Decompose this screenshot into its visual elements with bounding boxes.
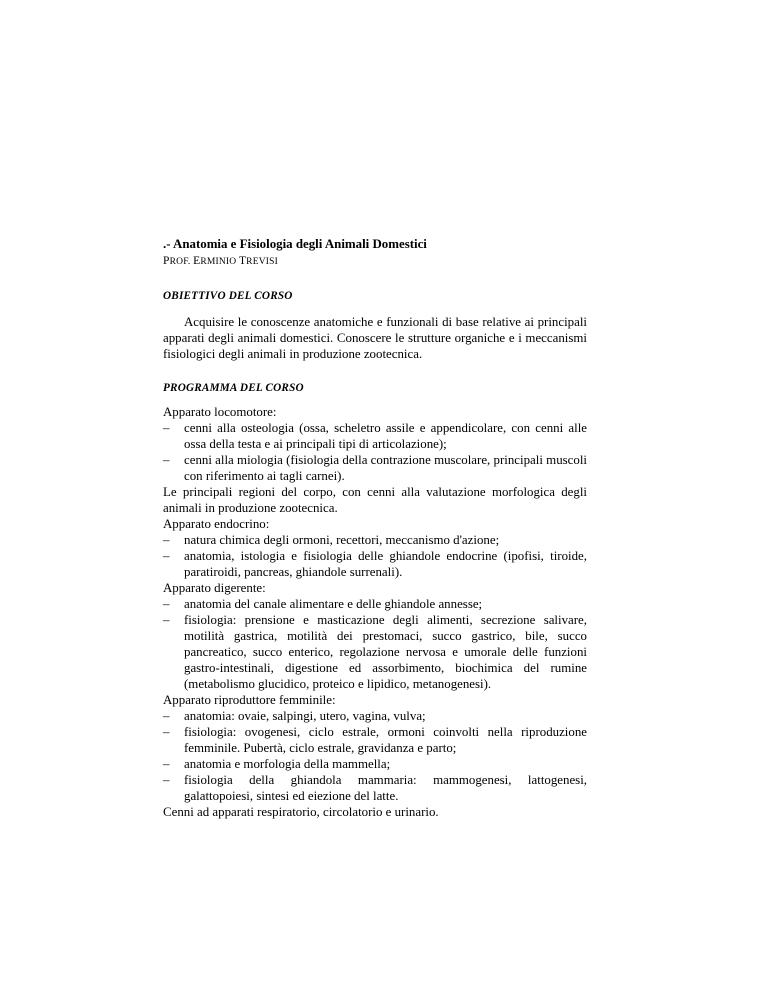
dash-marker: – [163,725,170,739]
dash-marker: – [163,709,170,723]
dash-marker: – [163,533,170,547]
program-line: Apparato digerente: [163,581,266,595]
program-bullet-text: natura chimica degli ormoni, recettori, meccanismo d'azione; [184,533,500,547]
program-bullet-text: anatomia e morfologia della mammella; [184,757,391,771]
program-bullet-item [163,772,587,804]
program-bullet-text: fisiologia: ovogenesi, ciclo estrale, ormoni coinvolti nella riproduzione femminile. Pubertà, ciclo estrale, gravidanza e parto; [184,725,587,755]
dash-marker: – [163,597,170,611]
dash-marker: – [163,613,170,627]
program-line: Le principali regioni del corpo, con cenni alla valutazione morfologica degli animali in produzione zootecnica. [163,485,587,515]
program-line: Apparato endocrino: [163,517,270,531]
dash-marker: – [163,773,170,787]
course-instructor: PROF. ERMINIO TREVISI [163,255,278,267]
program-line: Apparato riproduttore femminile: [163,693,336,707]
program-bullet-item [163,708,587,724]
program-line: Apparato locomotore: [163,405,277,419]
program-bullet-text: fisiologia della ghiandola mammaria: mammogenesi, lattogenesi, galattopoiesi, sintesi ed eiezione del latte. [184,773,587,803]
dash-marker: – [163,549,170,563]
dash-marker: – [163,757,170,771]
program-bullet-text: anatomia del canale alimentare e delle ghiandole annesse; [184,597,483,611]
program-bullet-text: cenni alla miologia (fisiologia della contrazione muscolare, principali muscoli con riferimento ai tagli carnei). [184,453,587,483]
program-bullet-text: anatomia: ovaie, salpingi, utero, vagina, vulva; [184,709,426,723]
objective-heading: OBIETTIVO DEL CORSO [163,290,293,302]
course-title: .- Anatomia e Fisiologia degli Animali Domestici [163,237,427,251]
program-bullet-item [163,612,587,692]
program-line: Cenni ad apparati respiratorio, circolatorio e urinario. [163,805,439,819]
program-bullet-item [163,596,587,612]
program-bullet-text: anatomia, istologia e fisiologia delle ghiandole endocrine (ipofisi, tiroide, paratiroidi, pancreas, ghiandole surrenali). [184,549,587,579]
program-bullet-item [163,420,587,452]
program-list [163,404,587,820]
program-bullet-item [163,532,587,548]
program-bullet-item [163,756,587,772]
program-bullet-text: cenni alla osteologia (ossa, scheletro assile e appendicolare, con cenni alle ossa della testa e ai principali tipi di articolazione); [184,421,587,451]
dash-marker: – [163,453,170,467]
program-heading: PROGRAMMA DEL CORSO [163,382,304,394]
program-bullet-item [163,452,587,484]
program-bullet-item [163,724,587,756]
document-page [163,236,587,820]
objective-text: Acquisire le conoscenze anatomiche e funzionali di base relative ai principali apparati degli animali domestici. Conoscere le strutture organiche e i meccanismi fisiologici degli animali in produzione zootecnica. [163,315,587,361]
dash-marker: – [163,421,170,435]
program-bullet-item [163,548,587,580]
program-bullet-text: fisiologia: prensione e masticazione degli alimenti, secrezione salivare, motilità gastrica, motilità dei prestomaci, succo gastrico, bile, succo pancreatico, succo enterico, regolazione nervosa e umorale delle funzioni gastro-intestinali, digestione ed assorbimento, biochimica del rumine (metabolismo glucidico, proteico e lipidico, metanogenesi). [184,613,587,691]
